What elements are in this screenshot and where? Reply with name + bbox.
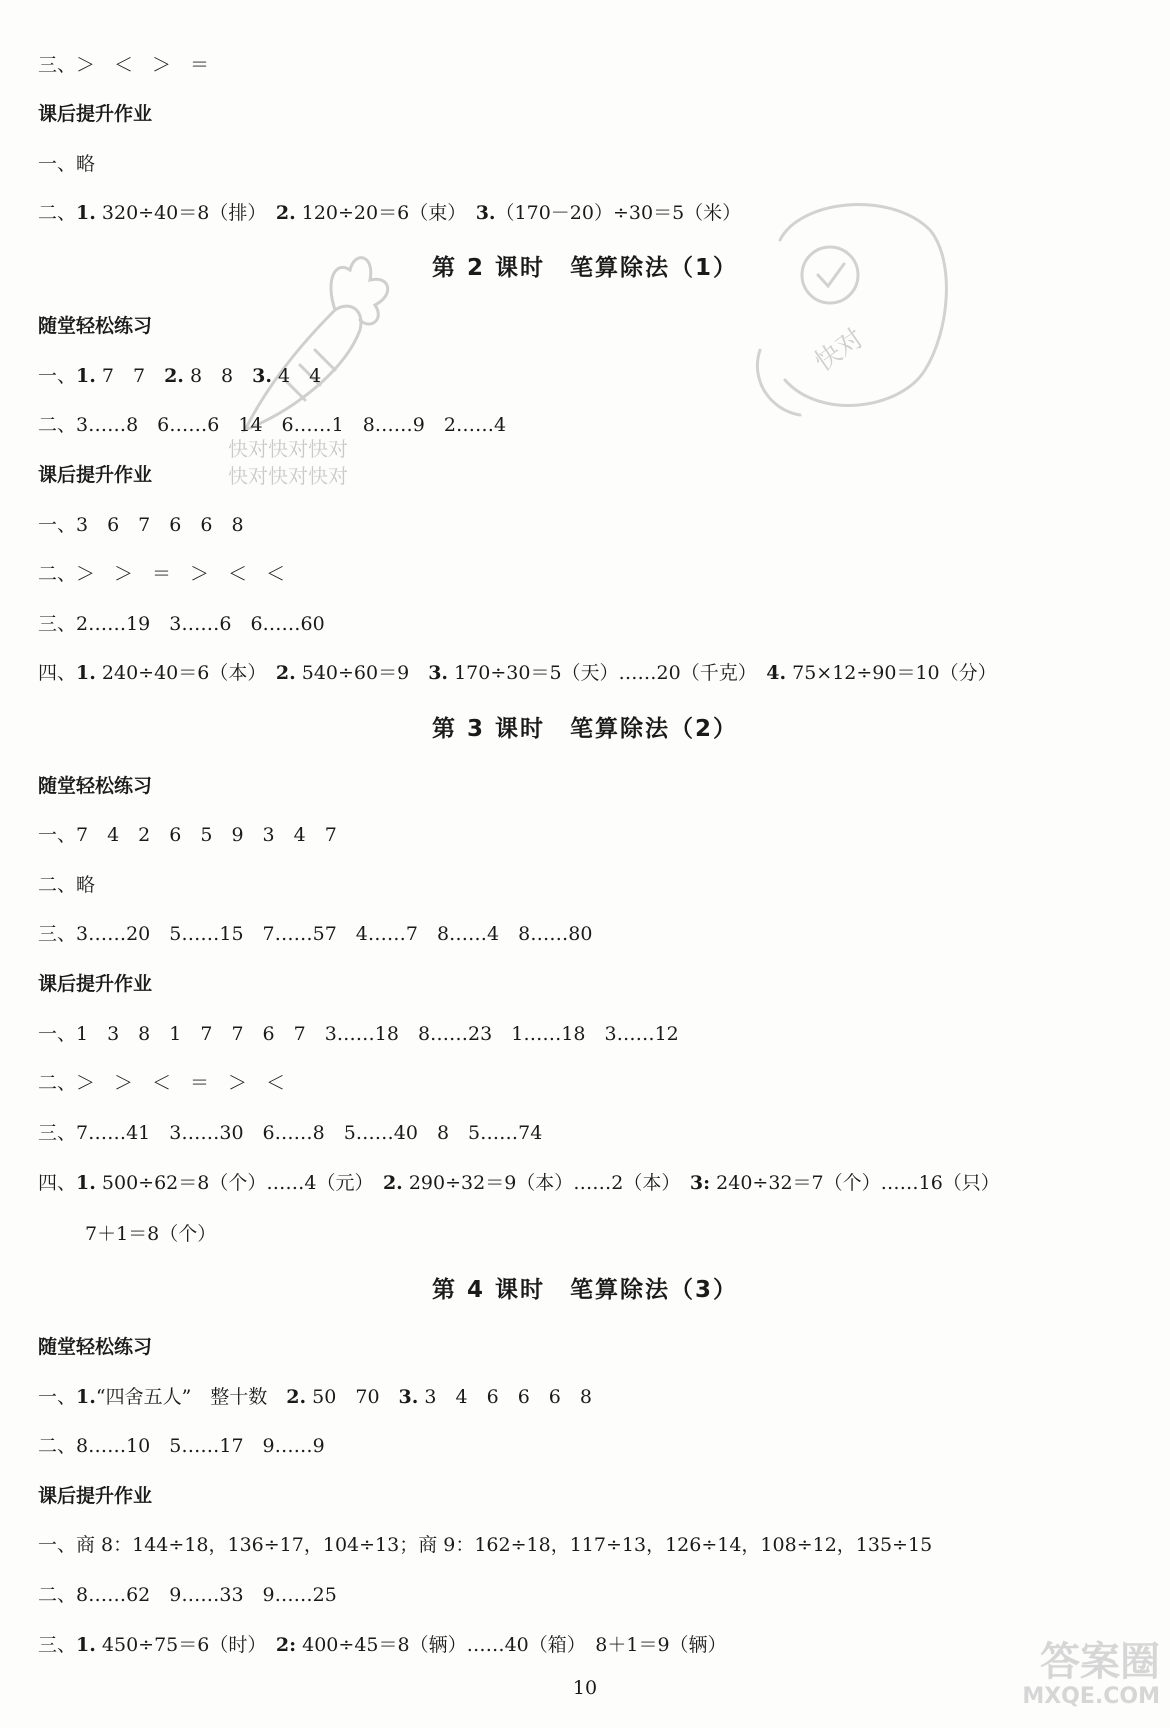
section-title: 随堂轻松练习 <box>38 775 153 797</box>
answer-line: 一、商 8：144÷18，136÷17，104÷13；商 9：162÷18，117÷13，126÷14，108÷12，135÷15 <box>38 1534 933 1556</box>
answer-line <box>38 364 321 388</box>
lesson-heading: 第 4 课时 笔算除法（3） <box>431 1277 739 1303</box>
section-title: 课后提升作业 <box>38 1485 153 1507</box>
item-number: 1. <box>76 1634 96 1656</box>
item-text: 4 4 <box>271 365 322 387</box>
item-text: 75×12÷90＝10（分） <box>786 662 997 684</box>
item-prefix: 四、 <box>38 662 77 684</box>
answer-line <box>38 1633 727 1657</box>
item-text: 3 4 6 6 6 8 <box>418 1386 592 1408</box>
item-text: 170÷30＝5（天）……20（千克） <box>448 662 767 684</box>
answer-line: 二、3……8 6……6 14 6……1 8……9 2……4 <box>38 414 507 436</box>
item-text: 400÷45＝8（辆）……40（箱） 8＋1＝9（辆） <box>296 1634 727 1656</box>
item-number: 1. <box>76 365 96 387</box>
answer-line: 二、8……10 5……17 9……9 <box>38 1435 325 1457</box>
answer-line <box>38 661 997 685</box>
section-title: 课后提升作业 <box>38 973 153 995</box>
section-title: 课后提升作业 <box>38 464 153 486</box>
item-text: 50 70 <box>306 1386 399 1408</box>
section-title: 课后提升作业 <box>38 103 153 125</box>
answer-line: 二、＞ ＞ ＜ ＝ ＞ ＜ <box>38 1072 286 1094</box>
watermark-text-stamp: 快对 <box>809 323 870 378</box>
lesson-heading: 第 2 课时 笔算除法（1） <box>431 255 739 281</box>
item-text: “四舍五人” 整十数 <box>95 1386 287 1408</box>
item-number: 2. <box>382 1172 403 1194</box>
item-text: 540÷60＝9 <box>295 662 429 684</box>
answer-line: 二、＞ ＞ ＝ ＞ ＜ ＜ <box>38 563 286 585</box>
item-number: 4. <box>766 662 787 684</box>
item-number: 1. <box>76 202 96 224</box>
item-prefix: 二、 <box>38 202 77 224</box>
answer-line: 三、2……19 3……6 6……60 <box>38 613 325 635</box>
section-title: 随堂轻松练习 <box>38 315 153 337</box>
item-text: 240÷32＝7（个）……16（只） <box>710 1172 1000 1194</box>
watermark-text-2: 快对快对快对 <box>228 464 348 488</box>
item-number: 3. <box>428 662 449 684</box>
item-number: 2. <box>275 202 296 224</box>
item-number: 3. <box>398 1386 419 1408</box>
answer-line: 一、1 3 8 1 7 7 6 7 3……18 8……23 1……18 3……12 <box>38 1023 679 1045</box>
watermark-text-1: 快对快对快对 <box>228 437 348 461</box>
item-prefix: 三、 <box>38 1634 77 1656</box>
item-text: 7 7 <box>95 365 165 387</box>
item-number: 3: <box>689 1172 711 1194</box>
item-number: 2. <box>275 662 296 684</box>
answer-line: 三、＞ ＜ ＞ ＝ <box>38 54 210 76</box>
item-text: 320÷40＝8（排） <box>95 202 276 224</box>
answer-line: 三、7……41 3……30 6……8 5……40 8 5……74 <box>38 1122 543 1144</box>
section-title: 随堂轻松练习 <box>38 1336 153 1358</box>
item-number: 1. <box>76 1386 96 1408</box>
item-number: 2: <box>275 1634 297 1656</box>
answer-line: 一、7 4 2 6 5 9 3 4 7 <box>38 824 337 846</box>
answer-line: 三、3……20 5……15 7……57 4……7 8……4 8……80 <box>38 923 593 945</box>
item-number: 3. <box>475 202 496 224</box>
item-text: 240÷40＝6（本） <box>95 662 276 684</box>
page-number: 10 <box>572 1677 598 1699</box>
item-text: （170－20）÷30＝5（米） <box>495 202 742 224</box>
item-prefix: 一、 <box>38 1386 77 1408</box>
item-prefix: 四、 <box>38 1172 77 1194</box>
answer-line: 二、8……62 9……33 9……25 <box>38 1584 337 1606</box>
item-text: 290÷32＝9（本）……2（本） <box>402 1172 690 1194</box>
answer-line: 7＋1＝8（个） <box>85 1223 217 1245</box>
item-number: 2. <box>164 365 184 387</box>
item-text: 8 8 <box>183 365 253 387</box>
item-text: 120÷20＝6（束） <box>295 202 476 224</box>
stamp-watermark-icon <box>740 180 960 430</box>
item-number: 1. <box>76 1172 96 1194</box>
item-number: 1. <box>76 662 96 684</box>
item-text: 450÷75＝6（时） <box>95 1634 276 1656</box>
lesson-heading: 第 3 课时 笔算除法（2） <box>431 716 739 742</box>
answer-line <box>38 201 741 225</box>
answer-line <box>38 1385 592 1409</box>
answer-line: 一、3 6 7 6 6 8 <box>38 514 244 536</box>
answer-line <box>38 1171 1000 1195</box>
answer-line: 二、略 <box>38 874 96 896</box>
item-prefix: 一、 <box>38 365 77 387</box>
site-watermark <box>990 1640 1160 1710</box>
site-watermark-url: MXQE.COM <box>1022 1684 1160 1709</box>
item-text: 500÷62＝8（个）……4（元） <box>95 1172 383 1194</box>
item-number: 3. <box>252 365 272 387</box>
answer-line: 一、略 <box>38 153 96 175</box>
item-number: 2. <box>286 1386 307 1408</box>
site-watermark-title: 答案圈 <box>1040 1639 1160 1685</box>
